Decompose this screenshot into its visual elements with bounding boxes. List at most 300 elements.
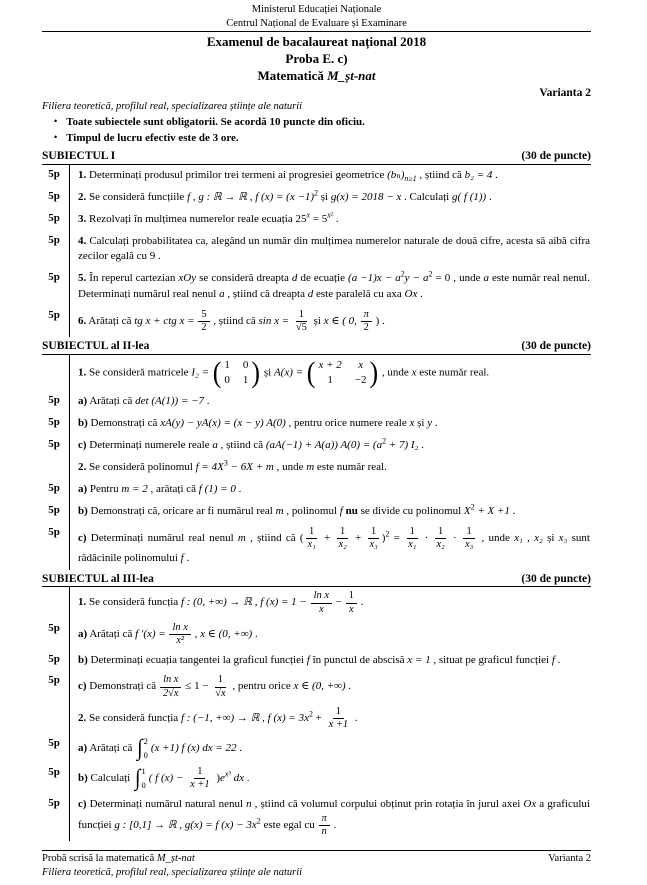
text-run: , arătați că xyxy=(147,482,199,495)
problem-text xyxy=(69,268,591,306)
problem-text xyxy=(69,763,591,794)
text-run: , polinomul xyxy=(283,504,340,517)
text-run: . Calculați xyxy=(401,190,452,203)
math-run: I₂ = xyxy=(191,366,212,379)
points-label xyxy=(42,587,69,590)
points-label: 5p xyxy=(48,736,60,749)
text-run: , unde xyxy=(477,531,515,544)
text-run: Demonstrați că xyxy=(87,416,161,429)
text-run: . xyxy=(236,741,243,754)
text-run: , știind că volumul corpului obținut prin rotația în jurul axei xyxy=(251,797,524,810)
section-points: (30 de puncte) xyxy=(521,340,591,353)
text-run: este număr real. xyxy=(314,460,387,473)
points-label: 5p xyxy=(48,437,60,450)
footer-line-2: Filiera teoretică, profilul real, specializarea științe ale naturii xyxy=(42,866,303,878)
problem-row xyxy=(42,268,591,306)
text-run: , știind că xyxy=(245,531,300,544)
text-run: . xyxy=(333,212,339,225)
text-run: , xyxy=(176,818,185,831)
text-run: . xyxy=(243,771,250,784)
text-run: Se consideră funcția xyxy=(86,711,181,724)
text-run: în punctul de abscisă xyxy=(309,653,408,666)
integral-limits xyxy=(143,737,149,760)
text-run: este egal cu xyxy=(260,818,318,831)
bullet-icon: • xyxy=(54,132,58,143)
text-run: și xyxy=(318,190,331,203)
text-run: . xyxy=(492,168,498,181)
problem-row xyxy=(42,523,591,570)
section-rows xyxy=(42,355,591,569)
denominator: x₃ xyxy=(369,538,378,550)
bold-text-run: 2. xyxy=(78,460,87,473)
math-run: g(x) = 2018 − x xyxy=(330,190,402,203)
denominator: x₁ xyxy=(408,538,417,550)
denominator: x₃ xyxy=(464,538,474,550)
ministry-line1: Ministerul Educației Naționale xyxy=(251,4,382,15)
numerator: π xyxy=(319,813,330,826)
text-run: . xyxy=(204,394,210,407)
bold-text-run: c) xyxy=(78,680,87,693)
math-base: $x^2$ xyxy=(251,815,261,831)
numerator: 1 xyxy=(194,766,205,779)
text-run: Arătați că xyxy=(87,627,136,640)
page-footer xyxy=(42,850,591,880)
problem-row xyxy=(42,391,591,413)
superscript: 2 xyxy=(308,708,313,718)
right-paren-icon: ) xyxy=(369,356,379,389)
math-base: 25$^x$ xyxy=(295,209,310,225)
math-run: ( xyxy=(299,531,304,544)
instruction-text-2: Timpul de lucru efectiv este de 3 ore. xyxy=(66,132,239,145)
text-run: , știind că dreapta xyxy=(224,288,308,301)
bold-text-run: 3. xyxy=(78,212,87,225)
math-run: x xyxy=(411,366,417,379)
problem-text xyxy=(69,587,591,618)
bold-text-run: 2. xyxy=(78,711,87,724)
problem-text xyxy=(69,187,591,209)
math-run: xOy xyxy=(178,272,197,285)
fraction xyxy=(169,622,190,647)
problem-row xyxy=(42,587,591,618)
math-base: $X^2$ xyxy=(463,501,475,517)
text-run: a graficului funcției xyxy=(78,797,590,831)
math-run: x ∈ (0, +∞) xyxy=(293,680,346,693)
text-run: . xyxy=(252,627,258,640)
text-run: . xyxy=(509,504,516,517)
problem-row xyxy=(42,763,591,794)
fraction xyxy=(293,309,310,334)
math-base: $a^2$ xyxy=(423,269,433,285)
denominator: x₁ xyxy=(307,538,316,550)
text-run: , știind că xyxy=(416,168,465,181)
problem-row xyxy=(42,209,591,231)
points-label: 5p xyxy=(48,796,60,809)
text-run: . xyxy=(432,416,438,429)
text-run: În reperul cartezian xyxy=(86,272,179,285)
math-run: Ox xyxy=(523,797,537,810)
text-run: . xyxy=(379,315,385,328)
denominator: 2 xyxy=(363,322,369,334)
section-subiectul-3 xyxy=(42,570,591,841)
section-subiectul-2 xyxy=(42,337,591,569)
text-run: , știind că xyxy=(210,315,259,328)
math-run: + xyxy=(350,531,366,544)
math-run: x ∈ ( 0, xyxy=(323,315,360,328)
text-run: , xyxy=(522,531,535,544)
points-label: 5p xyxy=(48,211,60,224)
text-run: Arătați că xyxy=(86,315,135,328)
math-run: = xyxy=(389,531,405,544)
superscript: 2 xyxy=(314,188,318,198)
math-run: m xyxy=(237,531,246,544)
problem-text xyxy=(69,457,591,479)
math-run: + xyxy=(319,531,335,544)
math-base: $(b_n)_{n\ge 1}$ xyxy=(387,168,417,183)
math-run: f (x) = 1 − xyxy=(260,596,310,609)
bold-text-run: 1. xyxy=(78,366,87,379)
problem-text xyxy=(69,413,591,435)
math-run: tg x + ctg x = xyxy=(134,315,198,328)
numerator: 1 xyxy=(296,309,307,322)
text-run: se consideră dreapta xyxy=(196,272,292,285)
text-run: Calculați probabilitatea ca, alegând un număr din mulțimea numerelor naturale de două cifre, acesta să aibă cifra zecilor egală cu 9 . xyxy=(78,234,590,263)
math-run: Ox xyxy=(404,288,418,301)
numerator: 1 xyxy=(407,526,418,539)
section-heading xyxy=(42,572,591,588)
problem-row xyxy=(42,457,591,479)
numerator: 1 xyxy=(435,526,446,539)
superscript: 3 xyxy=(223,458,228,468)
section-subiectul-1 xyxy=(42,147,591,338)
math-run: f : (0, +∞) → ℝ xyxy=(180,596,252,609)
math-run: f , g : ℝ → ℝ xyxy=(187,190,247,203)
points-label: 5p xyxy=(48,415,60,428)
math-run: y − xyxy=(404,272,424,285)
text-run: sunt rădăcinile polinomului xyxy=(78,531,590,564)
math-run: x ∈ (0, +∞) xyxy=(200,627,253,640)
bullet-icon: • xyxy=(54,115,58,126)
problem-row xyxy=(42,355,591,391)
text-run: Determinați numărul real nenul xyxy=(86,531,238,544)
problem-row xyxy=(42,619,591,650)
integral-sign-icon: ∫ xyxy=(135,764,141,791)
fraction xyxy=(212,674,228,699)
math-run: + X +1 xyxy=(474,504,510,517)
points-label: 5p xyxy=(48,271,60,284)
text-run: este număr real. xyxy=(416,366,490,379)
problem-text xyxy=(69,794,591,841)
bold-text-run: 2. xyxy=(78,190,87,203)
math-base: $X^3$ xyxy=(217,458,228,473)
problem-row xyxy=(42,479,591,501)
text-run: , xyxy=(246,190,256,203)
problem-text xyxy=(69,523,591,570)
math-run: ) xyxy=(372,315,380,328)
text-run: și xyxy=(310,315,324,328)
text-run: este paralelă cu axa xyxy=(313,288,405,301)
text-run: Se consideră funcția xyxy=(86,596,181,609)
footer-left-prefix: Probă scrisă la matematică xyxy=(42,852,157,864)
superscript: 2 xyxy=(428,269,433,279)
bold-text-run: b) xyxy=(78,771,88,784)
section-heading xyxy=(42,149,591,165)
text-run: Determinați numerele reale xyxy=(86,438,213,451)
text-run: și xyxy=(261,366,274,379)
upper-limit: 1 xyxy=(141,765,146,776)
text-run: , xyxy=(191,627,201,640)
math-run: f xyxy=(339,504,343,517)
lower-limit: 0 xyxy=(141,780,146,791)
points-label: 5p xyxy=(48,621,60,634)
problem-row xyxy=(42,794,591,841)
problem-text xyxy=(69,435,591,457)
exam-title-proba: Proba E. c) xyxy=(285,50,348,66)
numerator: 1 xyxy=(306,526,317,539)
bold-text-run: a) xyxy=(78,627,88,640)
problem-row xyxy=(42,306,591,337)
problem-text xyxy=(69,703,591,734)
text-run: . xyxy=(352,711,358,724)
text-run: . xyxy=(345,680,352,693)
math-run: + xyxy=(312,711,325,724)
math-run: (aA(−1) + A(a)) A(0) = ( xyxy=(265,438,377,451)
problem-text xyxy=(69,231,591,269)
text-run: , unde xyxy=(273,460,307,473)
math-base: )$^2$ xyxy=(381,528,390,544)
text-run: Arătați că xyxy=(87,394,136,407)
math-run: f xyxy=(180,551,184,564)
ministry-header xyxy=(42,3,591,32)
text-run: și xyxy=(542,531,559,544)
points-label: 5p xyxy=(48,189,60,202)
filiera-line: Filiera teoretică, profilul real, specializarea științe ale naturii xyxy=(42,101,303,113)
fraction xyxy=(361,309,372,334)
matrix-cell: −2 xyxy=(354,374,367,387)
math-base: $e^{x^3}$ xyxy=(220,768,231,784)
points-label: 5p xyxy=(48,765,60,778)
text-run: . xyxy=(554,653,561,666)
problem-text xyxy=(69,501,591,523)
text-run: Demonstrați că xyxy=(86,680,159,693)
instruction-text-1: Toate subiectele sunt obligatorii. Se acordă 10 puncte din oficiu. xyxy=(66,115,365,128)
math-run: − 6X + m xyxy=(227,460,274,473)
problem-row xyxy=(42,435,591,457)
fraction xyxy=(198,309,209,334)
superscript: x³ xyxy=(224,768,231,778)
left-paren-icon: ( xyxy=(306,356,316,389)
matrix-cell: 0 xyxy=(242,359,249,372)
text-run: Pentru xyxy=(87,482,122,495)
numerator: 5 xyxy=(198,309,209,322)
text-run: . xyxy=(486,190,492,203)
section-rows xyxy=(42,587,591,840)
lower-limit: 0 xyxy=(143,750,148,761)
math-run: x₃ xyxy=(558,531,568,544)
fraction xyxy=(305,526,319,551)
bold-text-run: c) xyxy=(78,438,87,451)
section-heading xyxy=(42,339,591,355)
fraction xyxy=(462,526,476,551)
math-run: f (1) = 0 xyxy=(198,482,236,495)
points-label: 5p xyxy=(48,481,60,494)
math-base: $x^2$ xyxy=(304,708,313,724)
numerator: 1 xyxy=(368,526,379,539)
section-title: SUBIECTUL al III-lea xyxy=(42,572,154,585)
math-run: + 7) I₂ xyxy=(386,438,419,451)
bold-text-run: a) xyxy=(78,741,88,754)
numerator: 1 xyxy=(337,526,348,539)
text-run: Se consideră funcțiile xyxy=(86,190,188,203)
matrix-cell: 1 xyxy=(327,374,333,387)
problem-row xyxy=(42,187,591,209)
fraction xyxy=(326,706,352,731)
math-run: g( f (1)) xyxy=(452,190,487,203)
text-run: Se consideră matricele xyxy=(86,366,192,379)
fraction xyxy=(319,813,330,838)
section-title: SUBIECTUL I xyxy=(42,149,116,162)
problem-text xyxy=(69,165,591,187)
numerator: 1 xyxy=(333,706,344,719)
math-run: b₂ = 4 xyxy=(464,168,493,181)
math-run: g : [0,1] → ℝ xyxy=(114,818,177,831)
problem-row xyxy=(42,165,591,187)
points-label: 5p xyxy=(48,393,60,406)
math-base: $a^2$ xyxy=(395,269,405,285)
superscript: 2 xyxy=(382,436,387,446)
subject-code: M_șt-nat xyxy=(327,67,376,83)
subscript: n≥1 xyxy=(404,173,417,183)
superscript: 2 xyxy=(470,501,475,511)
bold-text-run: b) xyxy=(78,416,88,429)
bold-text-run: b) xyxy=(78,504,88,517)
math-run: g(x) = f (x) − 3 xyxy=(184,818,252,831)
problem-row xyxy=(42,734,591,763)
math-base: f $(x) = (x -1)^2$ xyxy=(255,188,318,203)
superscript: x² xyxy=(327,209,334,219)
text-run: , xyxy=(259,711,268,724)
text-run: , situat pe graficul funcției xyxy=(430,653,552,666)
points-label: 5p xyxy=(48,233,60,246)
matrix xyxy=(213,358,260,388)
text-run: Se consideră polinomul xyxy=(86,460,196,473)
denominator: x₂ xyxy=(338,538,347,550)
bold-text-run: 4. xyxy=(78,234,87,247)
denominator: x +1 xyxy=(328,718,349,730)
matrix-cells xyxy=(315,358,369,388)
exam-title-subject xyxy=(42,68,591,85)
matrix-cell: x xyxy=(358,359,364,372)
text-run: Demonstrați că, oricare ar fi numărul real xyxy=(87,504,276,517)
points-label xyxy=(42,703,69,706)
matrix-cell: 1 xyxy=(242,374,249,387)
math-run: a xyxy=(219,288,225,301)
bold-text-run: 5. xyxy=(78,272,87,285)
problem-text xyxy=(69,209,591,231)
math-run: = xyxy=(309,212,322,225)
fraction xyxy=(434,526,448,551)
denominator: x² xyxy=(176,634,185,646)
text-run: Determinați ecuația tangentei la graficul funcției xyxy=(87,653,307,666)
points-label: 5p xyxy=(48,503,60,516)
numerator: ln x xyxy=(311,590,332,603)
bold-text-run: b) xyxy=(78,653,88,666)
denominator: x xyxy=(348,603,354,615)
points-label: 5p xyxy=(48,167,60,180)
fraction xyxy=(187,766,213,791)
section-points: (30 de puncte) xyxy=(521,149,591,162)
math-run: a xyxy=(212,438,218,451)
math-run: m xyxy=(275,504,284,517)
denominator: 2√x xyxy=(162,687,179,699)
text-run: se divide cu polinomul xyxy=(357,504,464,517)
matrix-cell: 0 xyxy=(224,374,230,387)
text-run: , știind că xyxy=(217,438,266,451)
matrix-cell: x + 2 xyxy=(318,359,342,372)
subject-prefix: Matematică xyxy=(257,67,328,83)
text-run: , unde xyxy=(379,366,412,379)
math-run: (x +1) f (x) dx = 22 xyxy=(150,741,237,754)
text-run: . xyxy=(357,596,364,609)
points-label: 5p xyxy=(48,652,60,665)
fraction xyxy=(311,590,332,615)
problem-row xyxy=(42,703,591,734)
numerator: ln x xyxy=(160,674,181,687)
numerator: 1 xyxy=(463,526,474,539)
problem-text xyxy=(69,355,591,391)
footer-left-code: M_șt-nat xyxy=(156,852,195,864)
instruction-bullet-2 xyxy=(42,130,591,147)
math-run: sin x = xyxy=(258,315,292,328)
matrix xyxy=(307,358,378,388)
bold-text-run: 1. xyxy=(78,168,87,181)
integral-sign-icon: ∫ xyxy=(137,734,143,761)
text-run: de ecuație xyxy=(297,272,349,285)
matrix-cells xyxy=(221,358,251,388)
math-run: x₁ xyxy=(514,531,523,544)
denominator: √5 xyxy=(295,322,307,334)
bold-text-run: 6. xyxy=(78,315,87,328)
problem-text xyxy=(69,734,591,763)
problem-text xyxy=(69,391,591,413)
text-run: . xyxy=(330,818,337,831)
section-title: SUBIECTUL al II-lea xyxy=(42,340,150,353)
text-run: . xyxy=(418,438,424,451)
integral-limits xyxy=(140,767,146,790)
ministry-line2: Centrul Național de Evaluare și Examinare xyxy=(226,17,407,29)
exam-titles xyxy=(42,34,591,84)
denominator: x₂ xyxy=(436,538,445,550)
exam-title-main: Examenul de bacalaureat național 2018 xyxy=(206,34,427,50)
math-run: ) xyxy=(213,771,221,784)
math-run: · xyxy=(448,531,461,544)
math-run: m xyxy=(306,460,315,473)
footer-left xyxy=(42,852,195,866)
fraction xyxy=(336,526,350,551)
points-label: 5p xyxy=(48,525,60,538)
denominator: x xyxy=(318,603,324,615)
text-run: . xyxy=(183,551,190,564)
upper-limit: 2 xyxy=(143,735,148,746)
math-run: dx xyxy=(230,771,244,784)
problem-row xyxy=(42,501,591,523)
bold-text-run: a) xyxy=(78,394,88,407)
superscript: 2 xyxy=(256,815,261,825)
problem-row xyxy=(42,231,591,269)
math-run: f : (−1, +∞) → ℝ xyxy=(180,711,260,724)
denominator: 2 xyxy=(201,322,207,334)
numerator: 1 xyxy=(215,674,226,687)
fraction xyxy=(346,590,357,615)
